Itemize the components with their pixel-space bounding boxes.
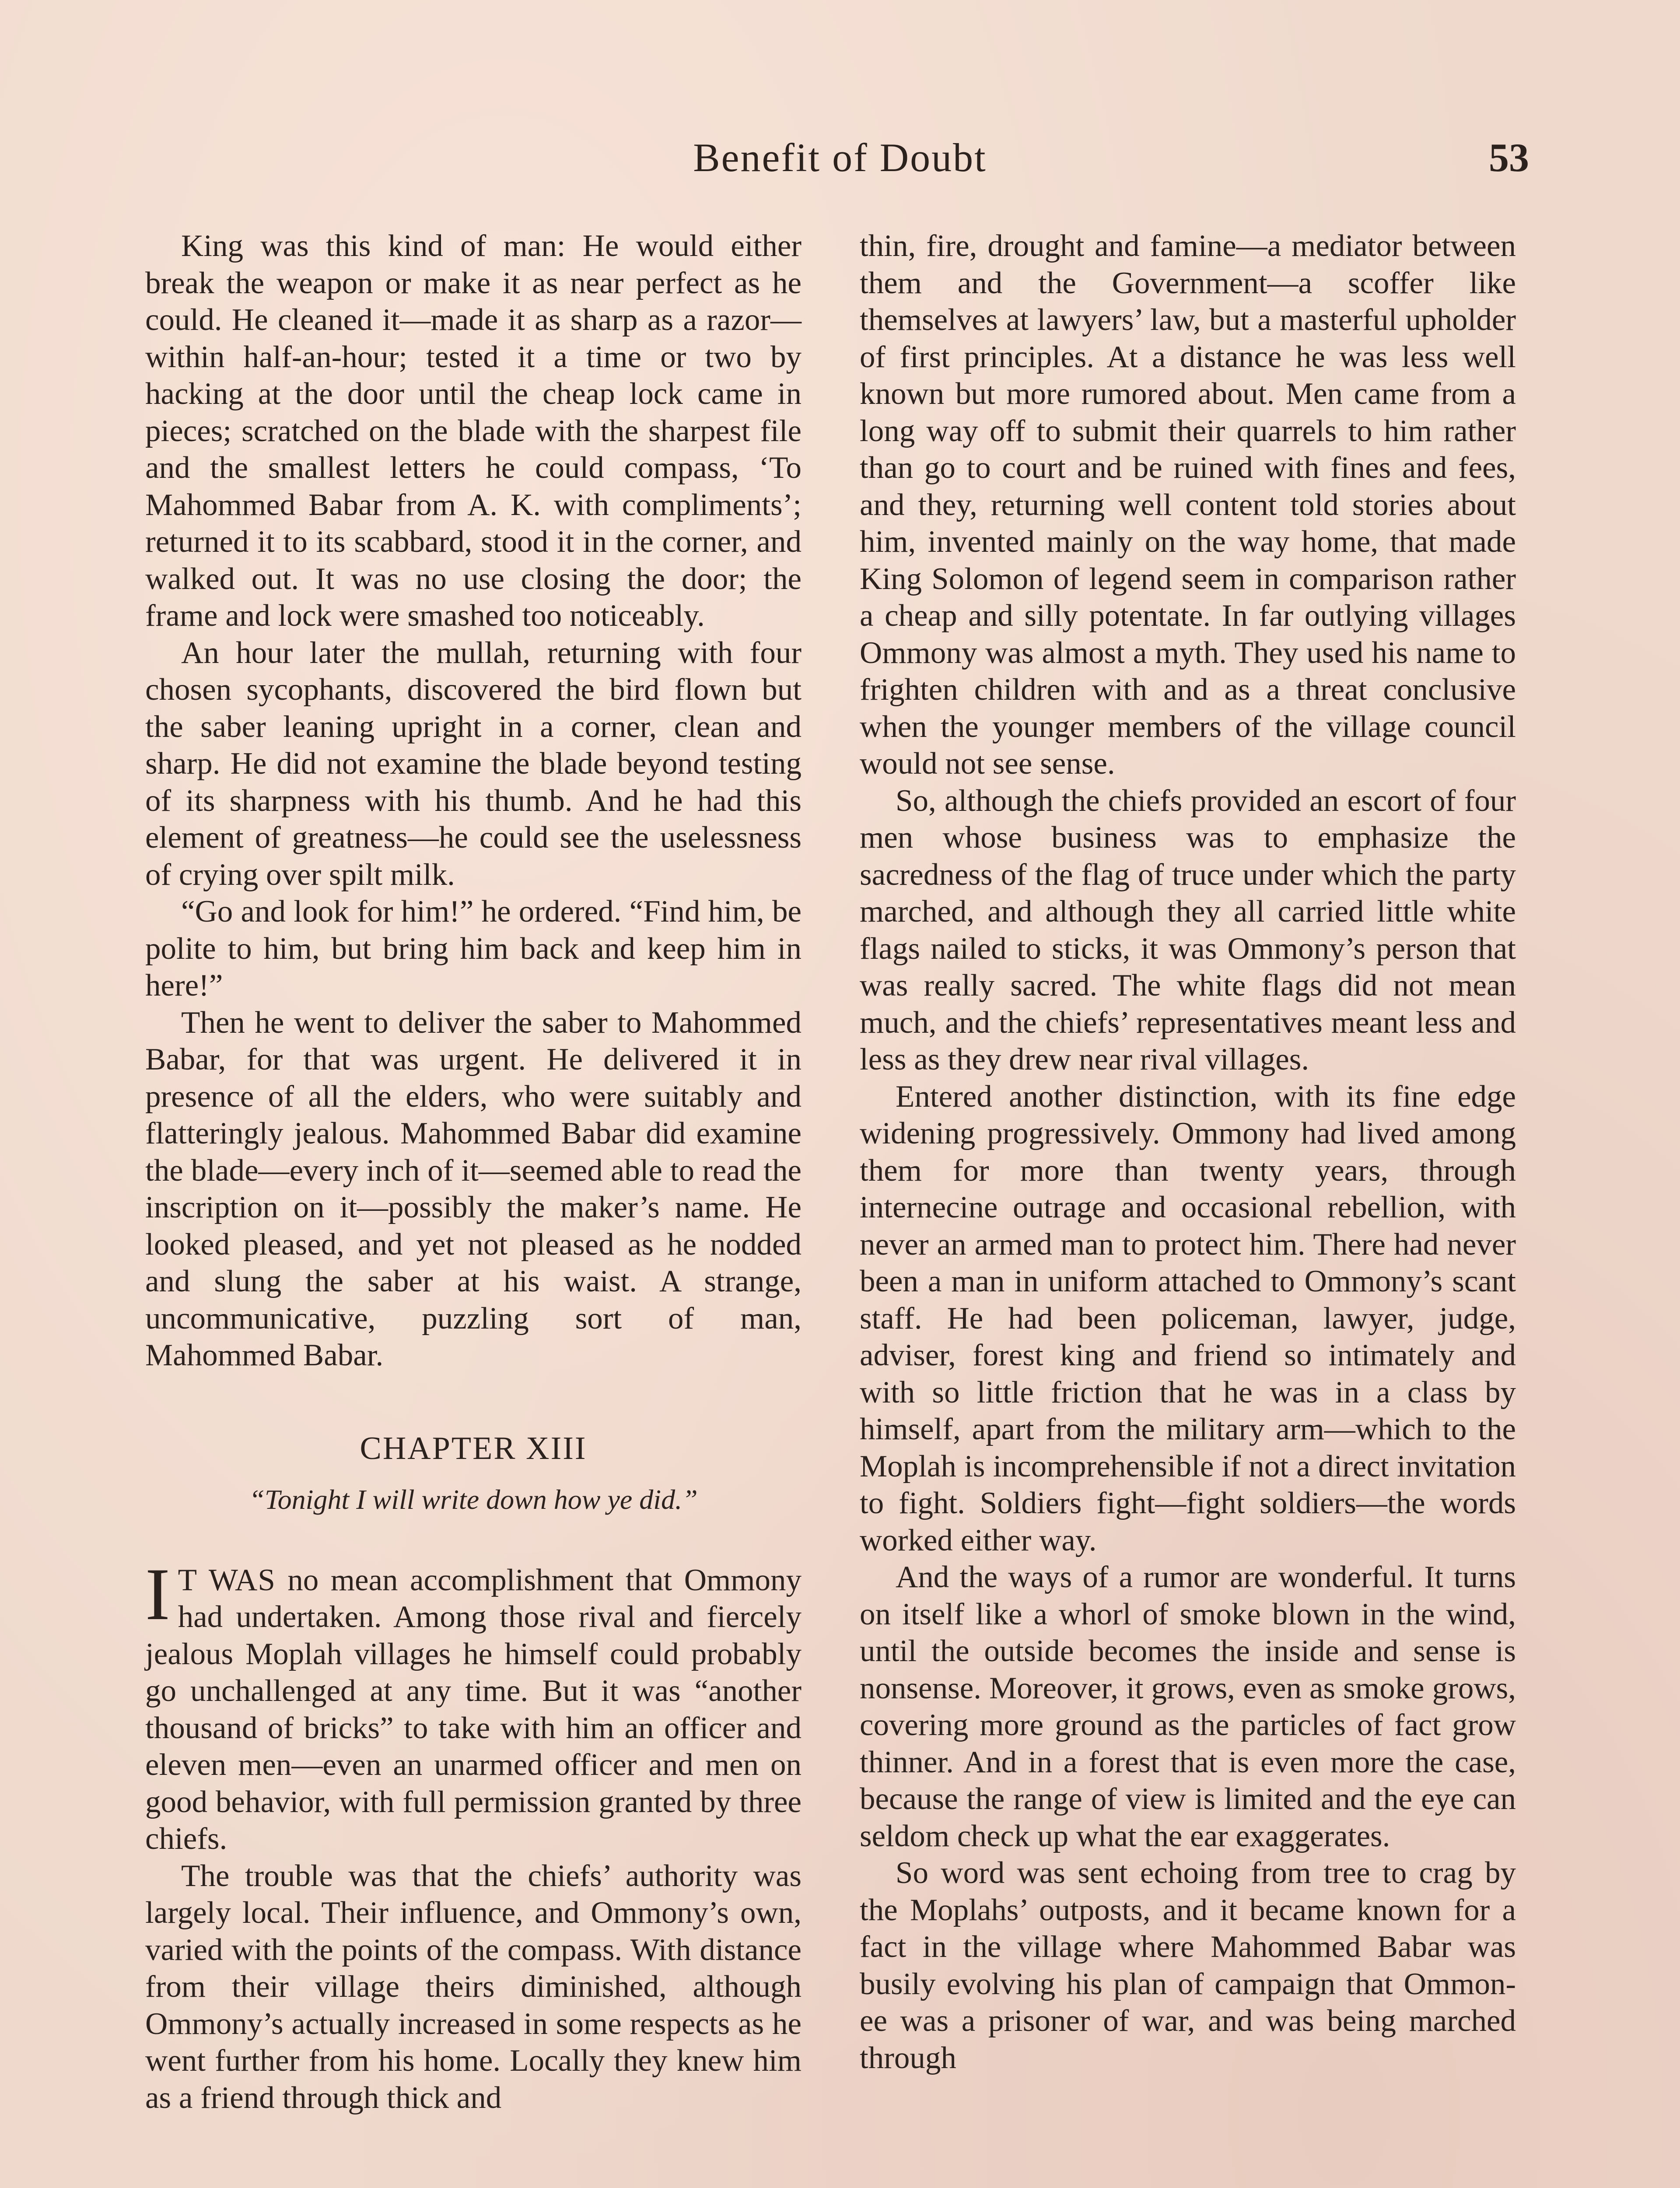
continued-paragraph: thin, fire, drought and famine—a mediator between them and the Government—a scoffer like themselves at lawyers’ law, but a masterful upholder of first principles. At a distance he was less well known but more rumored about. Men came from a long way off to submit their quarrels to him rather than go to court and be ruined with fines and fees, and they, returning well content told stories about him, invented mainly on the way home, that made King Solomon of legend seem in comparison rather a cheap and silly potentate. In far outlying villages Ommony was almost a myth. They used his name to frighten children with and as a threat conclusive when the younger members of the village council would not see sense.	[860, 229, 1516, 781]
right-column	[860, 228, 1516, 2076]
chapter-opening-paragraph	[145, 1553, 802, 1858]
paragraph: Then he went to deliver the saber to Mahommed Babar, for that was urgent. He delivered it in presence of all the elders, who were suitably and flatteringly jealous. Mahommed Babar did examine the blade—every inch of it—seemed able to read the inscription on it—possibly the maker’s name. He looked pleased, and yet not pleased as he nodded and slung the saber at his waist. A strange, uncommunicative, puzzling sort of man, Mahommed Babar.	[145, 1005, 802, 1372]
paragraph: So word was sent echoing from tree to crag by the Moplahs’ outposts, and it became known for a fact in the village where Mahommed Babar was busily evolving his plan of campaign that Ommon-ee was a prisoner of war, and was being marched through	[860, 1856, 1516, 2075]
opening-text: no mean accomplishment that Ommony had undertaken. Among those rival and fiercely jealous Moplah villages he himself could probably go unchallenged at any time. But it was “another thousand of bricks” to take with him an officer and eleven men—even an unarmed officer and men on good behavior, with full permission granted by three chiefs.	[145, 1563, 802, 1856]
chapter-heading: CHAPTER XIII	[360, 1430, 587, 1466]
paragraph: An hour later the mullah, returning with four chosen sycophants, discovered the bird flown but the saber leaning upright in a corner, clean and sharp. He did not examine the blade beyond testing of its sharpness with his thumb. And he had this element of greatness—he could see the uselessness of crying over spilt milk.	[145, 635, 802, 892]
page-number: 53	[1489, 135, 1529, 180]
left-column	[145, 228, 802, 2116]
page-header	[0, 131, 1680, 193]
chapter-epigraph: “Tonight I will write down how ye did.”	[249, 1483, 698, 1515]
paragraph: King was this kind of man: He would either break the weapon or make it as near perfect as he could. He cleaned it—made it as sharp as a razor—within half-an-hour; tested it a time or two by hacking at the door until the cheap lock came in pieces; scratched on the blade with the sharpest file and the smallest letters he could compass, ‘To Mahommed Babar from A. K. with compliments’; returned it to its scabbard, stood it in the corner, and walked out. It was no use closing the door; the frame and lock were smashed too noticeably.	[145, 229, 802, 633]
running-title: Benefit of Doubt	[693, 135, 987, 180]
paragraph: Entered another distinction, with its fine edge widening progressively. Ommony had lived among them for more than twenty years, through internecine outrage and occasional rebellion, with never an armed man to protect him. There had never been a man in uniform attached to Ommony’s scant staff. He had been policeman, lawyer, judge, adviser, forest king and friend so intimately and with so little friction that he was in a class by himself, apart from the military arm—which to the Moplah is incomprehensible if not a direct invitation to fight. Soldiers fight—fight soldiers—the words worked either way.	[860, 1079, 1516, 1557]
opening-small-caps: T WAS	[178, 1563, 276, 1597]
paragraph: The trouble was that the chiefs’ authority was largely local. Their influence, and Ommony’s own, varied with the points of the compass. With distance from their village theirs diminished, although Ommony’s actually increased in some respects as he went further from his home. Locally they knew him as a friend through thick and	[145, 1858, 802, 2115]
paragraph: And the ways of a rumor are wonderful. It turns on itself like a whorl of smoke blown in the wind, until the outside becomes the inside and sense is nonsense. Moreover, it grows, even as smoke grows, covering more ground as the particles of fact grow thinner. And in a forest that is even more the case, because the range of view is limited and the eye can seldom check up what the ear exaggerates.	[860, 1560, 1516, 1853]
paragraph: “Go and look for him!” he ordered. “Find him, be polite to him, but bring him back and keep him in here!”	[145, 894, 802, 1003]
paragraph: So, although the chiefs provided an escort of four men whose business was to emphasize the sacredness of the flag of truce under which the party marched, and although they all carried little white flags nailed to sticks, it was Ommony’s person that was really sacred. The white flags did not mean much, and the chiefs’ representatives meant less and less as they drew near rival villages.	[860, 783, 1516, 1076]
drop-cap: I	[145, 1553, 170, 1635]
